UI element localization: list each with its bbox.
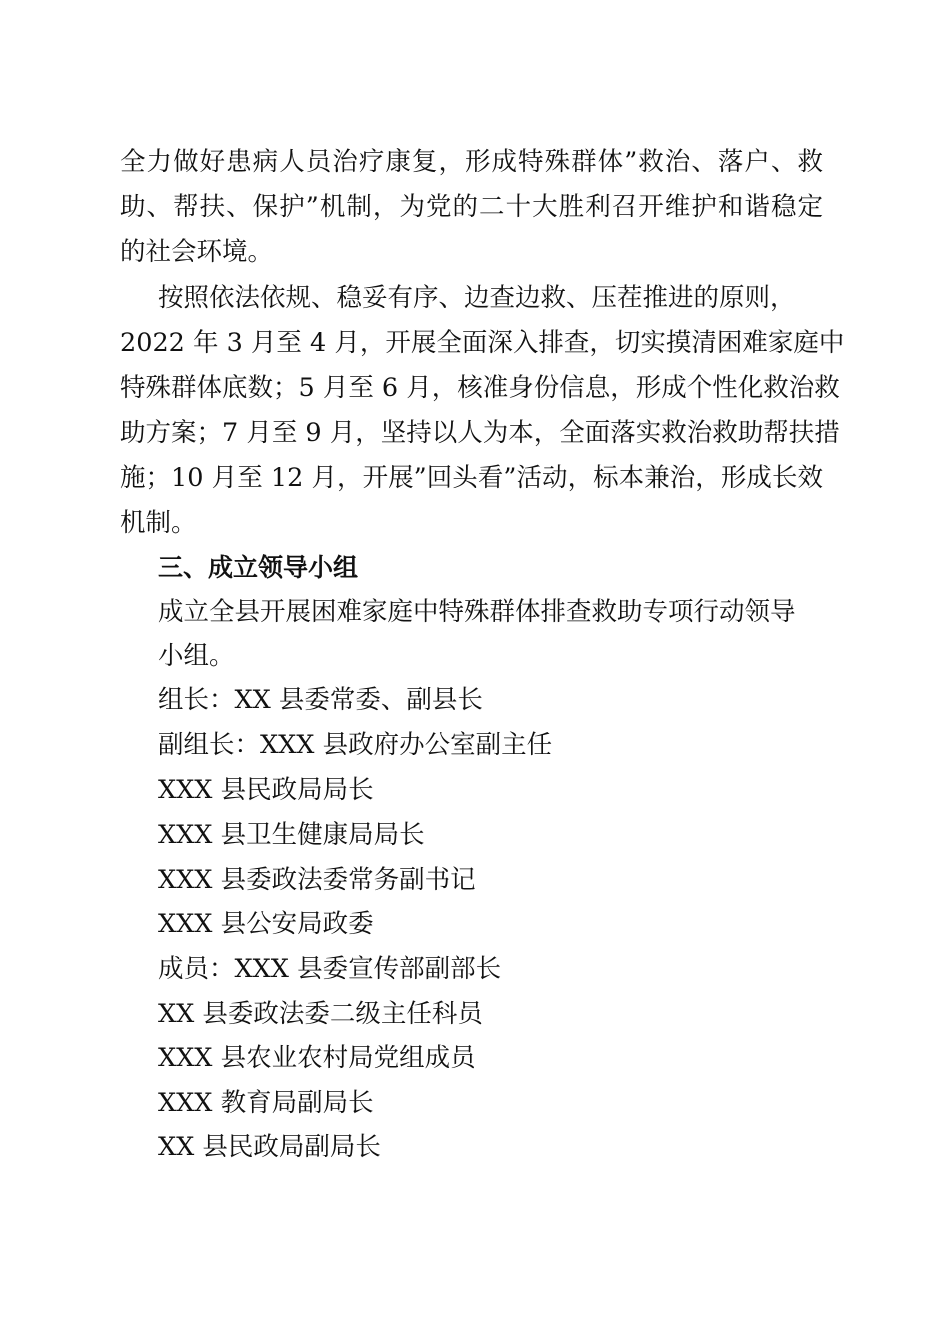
member-line: XXX 教育局副局长 (158, 1088, 374, 1118)
paragraph-line: 助方案；7 月至 9 月，坚持以人为本，全面落实救治救助帮扶措 (120, 418, 840, 448)
member-line: 组长：XX 县委常委、副县长 (158, 685, 483, 715)
section-intro-line: 成立全县开展困难家庭中特殊群体排查救助专项行动领导 (158, 597, 796, 627)
paragraph-line: 全力做好患病人员治疗康复，形成特殊群体”救治、落户、救 (120, 147, 823, 177)
paragraph-line: 2022 年 3 月至 4 月，开展全面深入排查，切实摸清困难家庭中 (120, 328, 845, 358)
paragraph-line: 按照依法依规、稳妥有序、边查边救、压茬推进的原则， (158, 283, 796, 313)
member-line: 副组长：XXX 县政府办公室副主任 (158, 730, 553, 760)
paragraph-line: 特殊群体底数；5 月至 6 月，核准身份信息，形成个性化救治救 (120, 373, 840, 403)
member-line: 成员：XXX 县委宣传部副部长 (158, 954, 502, 984)
paragraph-line: 助、帮扶、保护”机制，为党的二十大胜利召开维护和谐稳定 (120, 192, 823, 222)
member-line: XXX 县公安局政委 (158, 909, 374, 939)
paragraph-line: 施；10 月至 12 月，开展”回头看”活动，标本兼治，形成长效 (120, 463, 823, 493)
member-line: XX 县委政法委二级主任科员 (158, 999, 483, 1029)
paragraph-line: 的社会环境。 (120, 237, 274, 267)
member-line: XXX 县民政局局长 (158, 775, 374, 805)
member-line: XXX 县农业农村局党组成员 (158, 1043, 476, 1073)
member-line: XXX 县委政法委常务副书记 (158, 865, 476, 895)
section-intro-line: 小组。 (158, 641, 235, 671)
paragraph-line: 机制。 (120, 508, 197, 538)
section-heading: 三、成立领导小组 (158, 553, 359, 582)
member-line: XXX 县卫生健康局局长 (158, 820, 425, 850)
member-line: XX 县民政局副局长 (158, 1132, 381, 1162)
